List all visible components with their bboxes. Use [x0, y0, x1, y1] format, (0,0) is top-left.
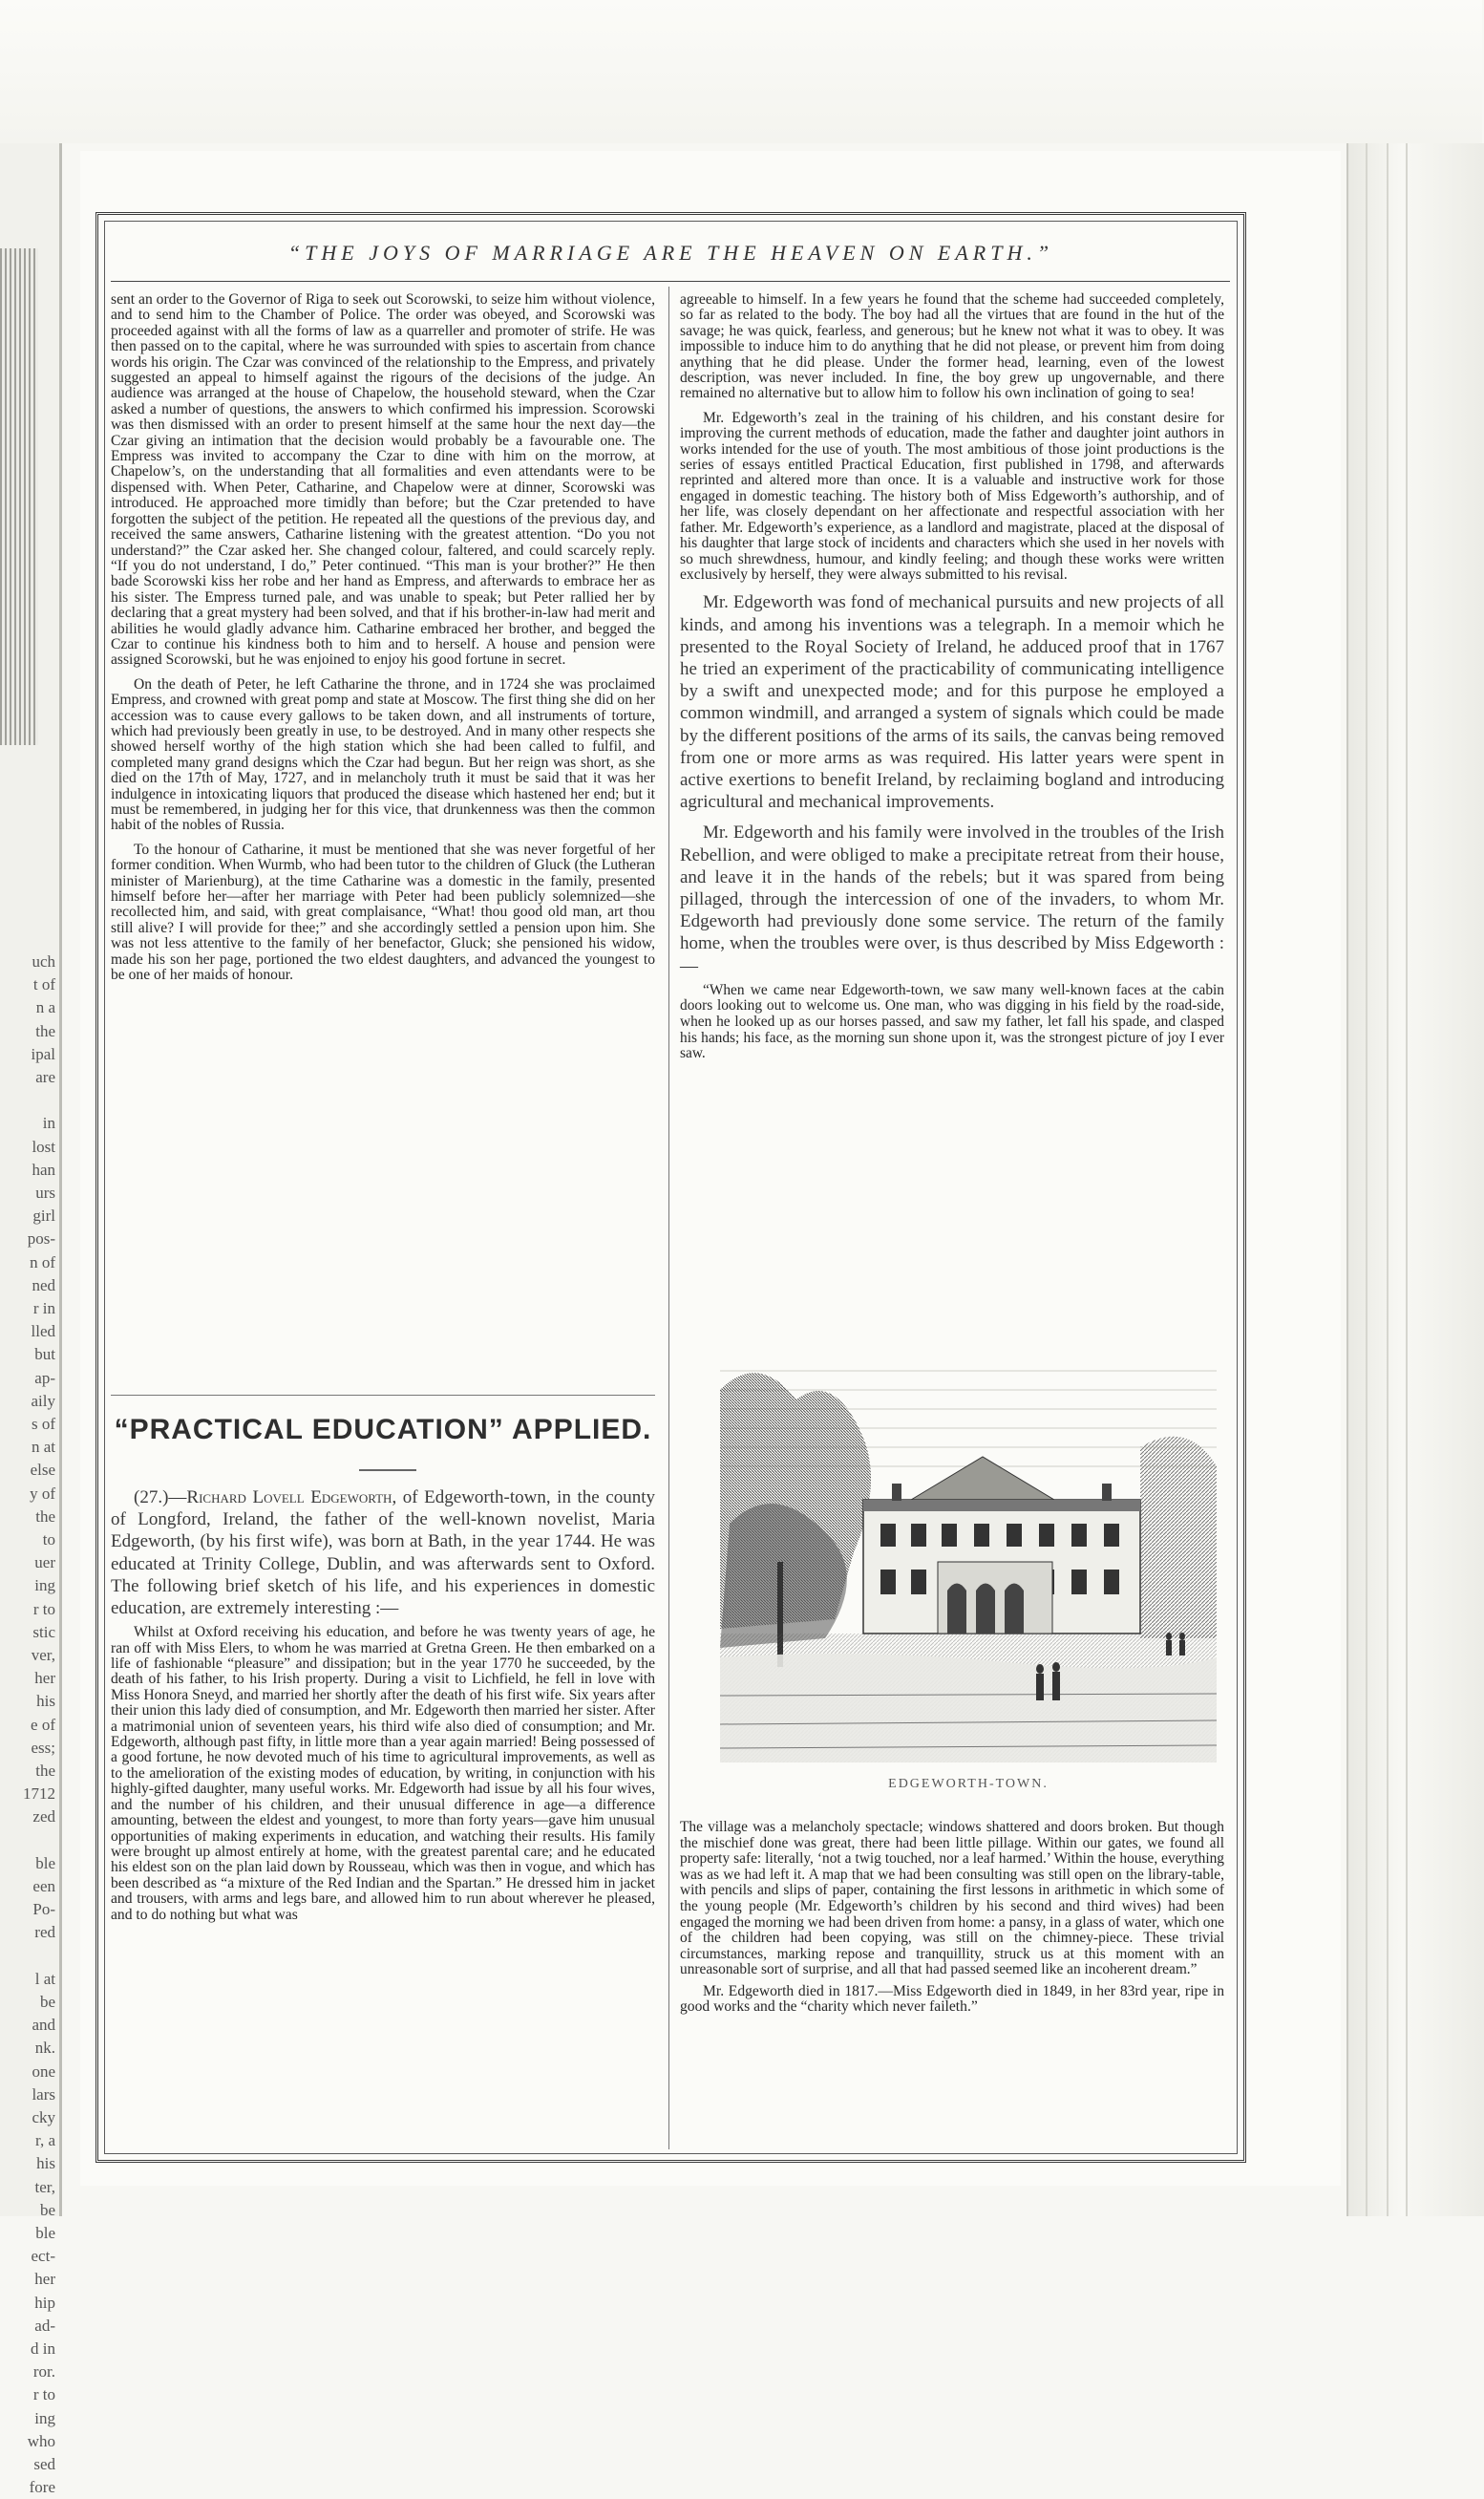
- adjacent-page-line: but: [34, 1345, 55, 1364]
- edgeworth-town-engraving: [720, 1333, 1217, 1762]
- adjacent-page-line: else: [30, 1461, 55, 1480]
- adjacent-page-line: ap-: [34, 1368, 55, 1387]
- adjacent-page-line: ipal: [31, 1044, 55, 1063]
- adjacent-page-line: nk.: [34, 2039, 55, 2058]
- adjacent-page-line: ess;: [31, 1738, 55, 1757]
- adjacent-page-line: her: [34, 2270, 55, 2289]
- adjacent-page-line: girl: [32, 1207, 55, 1226]
- adjacent-page-line: stic: [32, 1622, 55, 1641]
- adjacent-page-line: who: [27, 2431, 55, 2450]
- adjacent-page-line: r in: [32, 1299, 55, 1317]
- adjacent-page-line: zed: [32, 1807, 55, 1826]
- adjacent-page-line: l at: [34, 1969, 55, 1988]
- right-column-bottom: [680, 1820, 1224, 2145]
- adjacent-page-line: the: [35, 1021, 55, 1040]
- adjacent-page-line: r to: [32, 1599, 55, 1618]
- right-column-top: [680, 292, 1224, 1334]
- adjacent-page-line: ect-: [31, 2247, 55, 2266]
- adjacent-page-line: d in: [31, 2339, 55, 2358]
- section-title: “PRACTICAL EDUCATION” APPLIED.: [114, 1414, 652, 1445]
- adjacent-page-line: een: [32, 1877, 55, 1895]
- illustration-caption: EDGEWORTH-TOWN.: [888, 1777, 1049, 1791]
- adjacent-page-line: ror.: [32, 2362, 55, 2382]
- running-head: “THE JOYS OF MARRIAGE ARE THE HEAVEN ON EARTH.”: [287, 241, 1054, 265]
- adjacent-page-line: ned: [32, 1275, 55, 1294]
- adjacent-page-line: his: [36, 2154, 55, 2173]
- adjacent-page-line: his: [36, 1692, 55, 1711]
- adjacent-page-line: cky: [32, 2108, 55, 2126]
- adjacent-page-line: pos-: [27, 1229, 55, 1249]
- adjacent-page-line: ver,: [31, 1646, 55, 1664]
- column-divider: [668, 287, 669, 2149]
- adjacent-page-line: r to: [32, 2385, 55, 2404]
- adjacent-page-line: her: [34, 1669, 55, 1688]
- adjacent-page-line: n at: [31, 1438, 55, 1457]
- adjacent-page-line: be: [39, 1993, 55, 2011]
- adjacent-page-line: 1712: [23, 1784, 55, 1804]
- adjacent-page-line: uer: [34, 1553, 55, 1572]
- adjacent-page-line: red: [34, 1923, 55, 1942]
- article-end-rule: [111, 1395, 655, 1396]
- adjacent-page-line: r, a: [34, 2131, 55, 2150]
- adjacent-page-line: urs: [35, 1184, 55, 1202]
- adjacent-page-line: lost: [32, 1137, 55, 1156]
- adjacent-page-line: ble: [35, 2224, 55, 2242]
- adjacent-page-line: and: [32, 2016, 55, 2035]
- adjacent-page-line: lars: [32, 2084, 55, 2104]
- adjacent-page-line: han: [32, 1160, 55, 1179]
- adjacent-page-line: ing: [34, 2408, 55, 2427]
- paragraph: sent an order to the Governor of Riga to seek out Scorowski, to seize him without violence, and to send him to the Chamber of Police. The order was obeyed, and Scorowski was proceeded against with all the forms of law as a quarreller and promoter of strife. He was then passed on to the capital, where he was surrounded with spies to ascertain from chance words his origin. The Czar was convinced of the relationship to the Empress, and privately suggested an appeal to himself against the rigours of the decisions of the judge. An audience was arranged at the house of Chapelow, the household steward, when the Czar asked a number of questions, the answers to which confirmed his impression. Scorowski was then dismissed with an order to present himself at the same hour the next day—the Czar giving an intimation that the decision would probably be a favourable one. The Empress was invited to accompany the Czar to dine with him on the morrow, at Chapelow’s, on the understanding that all formalities and even attendants were to be dispensed with. When Peter, Catharine, and Chapelow were at dinner, Scorowski was introduced. He approached more timidly than before; but the Czar pretended to have forgotten the subject of the petition. He repeated all the questions of the previous day, and received the same answers, Catharine listening with the greatest attention. “Do you not understand?” the Czar asked her. She changed colour, faltered, and could scarcely reply. “If you do not understand, I do,” Peter continued. “This man is your brother?” He then bade Scorowski kiss her robe and her hand as Empress, and afterwards to embrace her as his sister. The Empress turned pale, and was unable to speak; but Peter rallied her by declaring that a great mystery had been solved, and that if his brother-in-law had merit and abilities he would gladly advance him. Catharine embraced her brother, and begged the Czar to continue his kindness both to him and to herself. A house and pension were assigned Scorowski, but he was enjoined to enjoy his good fortune in secret.: [111, 291, 655, 669]
- left-column-bottom: [111, 1486, 655, 2155]
- paragraph: Mr. Edgeworth and his family were involved in the troubles of the Irish Rebellion, and were obliged to make a precipitate retreat from their house, and leave it in the hands of the rebels; but it was spared from being pillaged, through the intercession of one of the invaders, to whom Mr. Edgeworth had previously done some service. The return of the family home, when the troubles were over, is thus described by Miss Edgeworth :—: [680, 822, 1224, 976]
- paragraph: On the death of Peter, he left Catharine the throne, and in 1724 she was proclaimed Empress, and crowned with great pomp and state at Moscow. The first thing she did on her accession was to cause every gallows to be taken down, and all instruments of torture, which had previously been greatly in use, to be destroyed. And in many other respects she showed herself worthy of the high station which she had been called to fulfil, and completed many grand designs which the Czar had begun. But her reign was short, as she died on the 17th of May, 1727, and in melancholy truth it must be said that it was her indulgence in intoxicating liquors that produced the disease which hastened her end; but it must be remembered, in judging her for this vice, that drunkenness was then the common habit of the nobles of Russia.: [111, 675, 655, 834]
- adjacent-page-line: t of: [32, 975, 55, 994]
- adjacent-page-line: ad-: [34, 2316, 55, 2335]
- adjacent-page-line: the: [35, 1762, 55, 1780]
- adjacent-page-line: uch: [32, 952, 55, 971]
- adjacent-page-line: are: [35, 1068, 55, 1086]
- page-edge-stack: [1346, 143, 1484, 2216]
- adjacent-page-line: be: [39, 2200, 55, 2219]
- adjacent-page-line: ing: [34, 1576, 55, 1595]
- paragraph: agreeable to himself. In a few years he found that the scheme had succeeded completely, so far as related to the body. The boy had all the virtues that are found in the hut of the savage; he was quick, fearless, and generous; but he knew not what it was to obey. It was impossible to induce him to do anything that he did not please, or prevent him from doing anything that he did please. Under the former head, learning, even of the lowest description, was never included. In fine, the boy grew up ungovernable, and there remained no alternative but to allow him to follow his own inclination of going to sea!: [680, 291, 1224, 402]
- adjacent-page-line: hip: [34, 2293, 55, 2312]
- quotation-continued: The village was a melancholy spectacle; windows shattered and doors broken. But though the mischief done was great, there had been little pillage. Within our gates, we found all property safe: literally, ‘not a twig touched, nor a leaf harmed.’ Within the house, everything was as we had left it. A map that we had been consulting was still open on the library-table, with pencils and slips of paper, containing the first lessons in arithmetic in which some of the young people (Mr. Edgeworth’s children by his second and third wives) had been engaged the morning we had been driven from home: a pansy, in a glass of water, which one of the children had been copying, was still on the chimney-piece. These trivial circumstances, marking repose and tranquillity, struck us at this moment with an unreasonable sort of surprise, and all that had passed seemed like an incoherent dream.”: [680, 1819, 1224, 1978]
- adjacent-page-line: to: [42, 1530, 55, 1549]
- paragraph: Mr. Edgeworth’s zeal in the training of his children, and his constant desire for improving the current methods of education, made the father and daughter joint authors in works intended for the use of youth. The most ambitious of those joint productions is the series of essays entitled Practical Education, first published in 1798, and afterwards reprinted and altered more than once. It is a valuable and instructive work for those engaged in domestic teaching. The history both of Miss Edgeworth’s authorship, and of her life, was closely dependant on her affectionate and respectful association with her father. Mr. Edgeworth’s experience, as a landlord and magistrate, placed at the disposal of his daughter that large stock of incidents and characters which she used in her novels with so much shrewdness, humour, and kindly feeling; and though these works were written exclusively by herself, they were always submitted to his revisal.: [680, 409, 1224, 583]
- adjacent-page-line: s of: [31, 1415, 55, 1433]
- section-intro: (27.)—Richard Lovell Edgeworth, of Edgeworth-town, in the county of Longford, Ireland, the father of the well-known novelist, Maria Edgeworth, (by his first wife), was born at Bath, in the year 1744. He was educated at Trinity College, Dublin, and was afterwards sent to Oxford. The following brief sketch of his life, and his experiences in domestic education, are extremely interesting :—: [111, 1487, 655, 1619]
- adjacent-page-line: e of: [31, 1715, 55, 1734]
- adjacent-page-line: Po-: [32, 1900, 55, 1919]
- person-name: Richard Lovell Edgeworth,: [186, 1487, 397, 1507]
- scan-background: [0, 0, 1482, 143]
- adjacent-page-line: ble: [35, 1853, 55, 1872]
- adjacent-page-line: lled: [31, 1322, 55, 1341]
- adjacent-page-line: y of: [30, 1484, 55, 1503]
- paragraph: Mr. Edgeworth was fond of mechanical pursuits and new projects of all kinds, and among his inventions was a telegraph. In a memoir which he presented to the Royal Society of Ireland, he adduced proof that in 1767 he tried an experiment of the practicability of communicating intelligence by a swift and unexpected mode; and for this purpose he employed a common windmill, and arranged a system of signals which could be made by the different positions of the arms of its sails, the canvas being removed from one or more arms as was required. His latter years were spent in active exertions to benefit Ireland, by reclaiming bogland and introducing agricultural and mechanical improvements.: [680, 592, 1224, 813]
- adjacent-page-line: one: [32, 2061, 55, 2081]
- adjacent-page-line: aily: [31, 1391, 55, 1410]
- header-rule: [111, 281, 1230, 282]
- quotation: “When we came near Edgeworth-town, we saw many well-known faces at the cabin doors looking out to welcome us. One man, who was digging in his field by the road-side, when he looked up as our horses passed, and saw my father, let fall his spade, and clasped his hands; his face, as the morning sun shone upon it, was the strongest picture of joy I ever saw.: [680, 981, 1224, 1062]
- adjacent-page-line: sed: [33, 2455, 55, 2473]
- adjacent-page-fragment: [0, 143, 62, 2497]
- paragraph: Whilst at Oxford receiving his education, and before he was twenty years of age, he ran off with Miss Elers, to whom he was married at Gretna Green. He then embarked on a life of fashionable “pleasure” and dissipation; but in the year 1770 he succeeded, by the death of his father, to his Irish property. During a visit to Lichfield, he fell in love with Miss Honora Sneyd, and married her shortly after the death of his first wife. Six years after their union this lady died of consumption, and Mr. Edgeworth then married her sister. After a matrimonial union of seventeen years, his third wife also died of consumption; and Mr. Edgeworth, although past fifty, in little more than a year again married! Being possessed of a good fortune, he now devoted much of his time to agricultural improvements, as well as to the amelioration of the existing modes of education, by writing, in conjunction with his highly-gifted daughter, many useful works. Mr. Edgeworth had issue by all his four wives, and the number of his children, and their unusual difference in age—a difference amounting, between the eldest and youngest, to more than forty years—gave him unusual opportunities of making experiments in education, and watching their results. His family were brought up almost entirely at home, with the greatest parental care; and he educated his eldest son on the plan laid down by Rousseau, which was then in vogue, and which has been described as “a mixture of the Red Indian and the Spartan.” He dressed him in jacket and trousers, with arms and legs bare, and allowed him to run about wherever he pleased, and to do nothing but what was: [111, 1624, 655, 1923]
- left-column-top: [111, 292, 655, 1381]
- paragraph: To the honour of Catharine, it must be mentioned that she was never forgetful of her former condition. When Wurmb, who had been tutor to the children of Gluck (the Lutheran minister of Marienburg), at the time Catharine was a domestic in the family, presented himself before her—after her marriage with Peter had been publicly solemnized—she recollected him, and said, with great complaisance, “What! thou good old man, art thou still alive? I will provide for thee;” and she accordingly settled a pension upon him. She was not less attentive to the family of her benefactor, Gluck; she pensioned his widow, made his son her page, portioned the two eldest daughters, and advanced the youngest to be one of her maids of honour.: [111, 841, 655, 984]
- adjacent-page-line: in: [42, 1114, 55, 1133]
- adjacent-page-engraving: [0, 248, 38, 745]
- adjacent-page-line: the: [35, 1506, 55, 1526]
- title-rule: [359, 1469, 416, 1471]
- adjacent-page-line: fore: [29, 2478, 55, 2497]
- adjacent-page-line: ter,: [34, 2177, 55, 2196]
- adjacent-page-line: n a: [35, 998, 55, 1017]
- closing-paragraph: Mr. Edgeworth died in 1817.—Miss Edgeworth died in 1849, in her 83rd year, ripe in good works and the “charity which never faileth.”: [680, 1982, 1224, 2016]
- adjacent-page-line: n of: [30, 1252, 55, 1271]
